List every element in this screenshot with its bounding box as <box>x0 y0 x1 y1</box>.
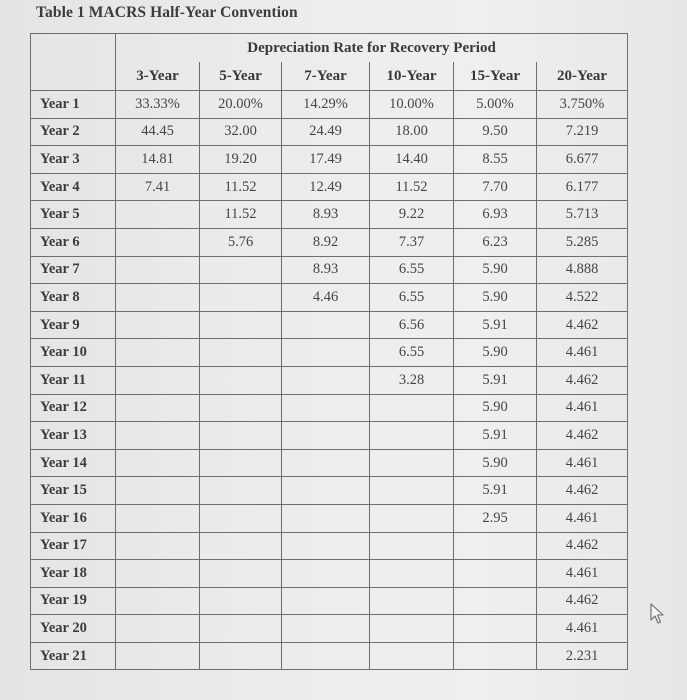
year-label: Year 3 <box>31 146 116 174</box>
column-header: 20-Year <box>537 62 628 91</box>
rate-cell <box>282 532 370 560</box>
rate-cell: 5.76 <box>200 228 282 256</box>
rate-cell <box>116 284 200 312</box>
table-caption: Table 1 MACRS Half-Year Convention <box>36 4 298 21</box>
macrs-table <box>30 33 628 670</box>
rate-cell: 10.00% <box>370 91 454 119</box>
rate-cell: 20.00% <box>200 91 282 119</box>
rate-cell: 4.888 <box>537 256 628 284</box>
rate-cell: 2.231 <box>537 642 628 670</box>
rate-cell: 4.462 <box>537 311 628 339</box>
rate-cell: 11.52 <box>200 201 282 229</box>
rate-cell <box>282 311 370 339</box>
rate-cell <box>116 201 200 229</box>
column-header: 5-Year <box>200 62 282 91</box>
table-row <box>31 311 628 339</box>
rate-cell: 4.462 <box>537 587 628 615</box>
rate-cell: 8.55 <box>454 146 537 174</box>
rate-cell: 5.91 <box>454 366 537 394</box>
rate-cell <box>282 477 370 505</box>
rate-cell: 33.33% <box>116 91 200 119</box>
year-label: Year 13 <box>31 422 116 450</box>
year-label: Year 7 <box>31 256 116 284</box>
rate-cell <box>282 504 370 532</box>
rate-cell: 6.56 <box>370 311 454 339</box>
mouse-pointer-icon <box>648 602 668 626</box>
rate-cell: 7.41 <box>116 173 200 201</box>
rate-cell: 11.52 <box>370 173 454 201</box>
table-row <box>31 560 628 588</box>
year-label: Year 14 <box>31 449 116 477</box>
rate-cell <box>200 394 282 422</box>
rate-cell: 5.91 <box>454 422 537 450</box>
year-label: Year 16 <box>31 504 116 532</box>
rate-cell <box>370 449 454 477</box>
rate-cell: 5.90 <box>454 256 537 284</box>
rate-cell: 8.93 <box>282 201 370 229</box>
table-row <box>31 256 628 284</box>
rate-cell: 19.20 <box>200 146 282 174</box>
rate-cell <box>200 587 282 615</box>
rate-cell: 8.92 <box>282 228 370 256</box>
table-row <box>31 477 628 505</box>
table-row <box>31 118 628 146</box>
rate-cell <box>454 642 537 670</box>
rate-cell: 4.462 <box>537 477 628 505</box>
column-header: 3-Year <box>116 62 200 91</box>
rate-cell <box>282 615 370 643</box>
column-header: 7-Year <box>282 62 370 91</box>
rate-cell: 14.29% <box>282 91 370 119</box>
rate-cell: 4.462 <box>537 532 628 560</box>
rate-cell: 5.90 <box>454 284 537 312</box>
rate-cell: 12.49 <box>282 173 370 201</box>
rate-cell: 4.461 <box>537 394 628 422</box>
rate-cell: 6.23 <box>454 228 537 256</box>
year-label: Year 4 <box>31 173 116 201</box>
rate-cell <box>200 532 282 560</box>
table-row <box>31 366 628 394</box>
rate-cell: 3.750% <box>537 91 628 119</box>
rate-cell <box>116 615 200 643</box>
rate-cell: 14.40 <box>370 146 454 174</box>
rate-cell: 7.219 <box>537 118 628 146</box>
rate-cell: 9.22 <box>370 201 454 229</box>
table-container <box>30 33 628 670</box>
rate-cell <box>116 560 200 588</box>
rate-cell: 14.81 <box>116 146 200 174</box>
rate-cell: 24.49 <box>282 118 370 146</box>
rate-cell: 3.28 <box>370 366 454 394</box>
year-label: Year 20 <box>31 615 116 643</box>
rate-cell: 4.461 <box>537 560 628 588</box>
rate-cell: 4.461 <box>537 339 628 367</box>
rate-cell <box>200 284 282 312</box>
rate-cell: 6.55 <box>370 256 454 284</box>
rate-cell <box>200 560 282 588</box>
rate-cell: 5.00% <box>454 91 537 119</box>
year-label: Year 15 <box>31 477 116 505</box>
rate-cell <box>200 422 282 450</box>
year-label: Year 10 <box>31 339 116 367</box>
rate-cell <box>370 422 454 450</box>
rate-cell: 4.461 <box>537 615 628 643</box>
year-label: Year 11 <box>31 366 116 394</box>
rate-cell: 4.462 <box>537 422 628 450</box>
rate-cell <box>116 477 200 505</box>
rate-cell <box>116 339 200 367</box>
rate-cell: 6.677 <box>537 146 628 174</box>
group-header: Depreciation Rate for Recovery Period <box>116 34 628 63</box>
rate-cell <box>116 642 200 670</box>
year-label: Year 21 <box>31 642 116 670</box>
rate-cell: 5.90 <box>454 394 537 422</box>
rate-cell <box>282 642 370 670</box>
year-label: Year 17 <box>31 532 116 560</box>
rate-cell: 6.55 <box>370 284 454 312</box>
rate-cell: 6.177 <box>537 173 628 201</box>
rate-cell: 6.55 <box>370 339 454 367</box>
rate-cell: 5.91 <box>454 311 537 339</box>
rate-cell: 5.713 <box>537 201 628 229</box>
rate-cell: 4.461 <box>537 449 628 477</box>
rate-cell <box>200 366 282 394</box>
rate-cell <box>200 477 282 505</box>
column-header: 15-Year <box>454 62 537 91</box>
table-row <box>31 146 628 174</box>
rate-cell <box>200 449 282 477</box>
corner-cell <box>31 34 116 91</box>
rate-cell: 44.45 <box>116 118 200 146</box>
rate-cell <box>116 311 200 339</box>
year-label: Year 18 <box>31 560 116 588</box>
table-row <box>31 201 628 229</box>
rate-cell <box>200 615 282 643</box>
rate-cell: 17.49 <box>282 146 370 174</box>
rate-cell: 18.00 <box>370 118 454 146</box>
rate-cell: 5.90 <box>454 339 537 367</box>
rate-cell <box>282 422 370 450</box>
table-row <box>31 173 628 201</box>
year-label: Year 12 <box>31 394 116 422</box>
rate-cell: 2.95 <box>454 504 537 532</box>
rate-cell <box>370 532 454 560</box>
table-row <box>31 284 628 312</box>
rate-cell: 5.91 <box>454 477 537 505</box>
rate-cell: 11.52 <box>200 173 282 201</box>
rate-cell: 9.50 <box>454 118 537 146</box>
rate-cell <box>282 587 370 615</box>
rate-cell: 4.522 <box>537 284 628 312</box>
rate-cell <box>370 394 454 422</box>
rate-cell: 5.90 <box>454 449 537 477</box>
rate-cell <box>370 504 454 532</box>
table-row <box>31 394 628 422</box>
rate-cell: 7.70 <box>454 173 537 201</box>
column-header: 10-Year <box>370 62 454 91</box>
rate-cell: 4.462 <box>537 366 628 394</box>
year-label: Year 6 <box>31 228 116 256</box>
rate-cell: 8.93 <box>282 256 370 284</box>
table-row <box>31 587 628 615</box>
table-row <box>31 422 628 450</box>
rate-cell: 5.285 <box>537 228 628 256</box>
year-label: Year 9 <box>31 311 116 339</box>
rate-cell: 6.93 <box>454 201 537 229</box>
rate-cell <box>200 339 282 367</box>
rate-cell <box>116 366 200 394</box>
rate-cell <box>200 504 282 532</box>
rate-cell <box>282 339 370 367</box>
rate-cell <box>454 532 537 560</box>
table-row <box>31 228 628 256</box>
rate-cell <box>200 642 282 670</box>
rate-cell <box>370 615 454 643</box>
rate-cell <box>200 256 282 284</box>
table-row <box>31 504 628 532</box>
rate-cell <box>116 532 200 560</box>
rate-cell <box>454 615 537 643</box>
rate-cell <box>370 642 454 670</box>
rate-cell <box>454 560 537 588</box>
rate-cell <box>370 560 454 588</box>
rate-cell <box>116 449 200 477</box>
rate-cell <box>116 422 200 450</box>
rate-cell <box>116 587 200 615</box>
table-row <box>31 91 628 119</box>
rate-cell: 7.37 <box>370 228 454 256</box>
table-row <box>31 339 628 367</box>
rate-cell: 32.00 <box>200 118 282 146</box>
rate-cell <box>282 560 370 588</box>
table-row <box>31 532 628 560</box>
rate-cell <box>370 477 454 505</box>
rate-cell <box>200 311 282 339</box>
year-label: Year 2 <box>31 118 116 146</box>
rate-cell <box>116 256 200 284</box>
rate-cell <box>370 587 454 615</box>
rate-cell: 4.46 <box>282 284 370 312</box>
rate-cell <box>282 394 370 422</box>
rate-cell: 4.461 <box>537 504 628 532</box>
rate-cell <box>282 366 370 394</box>
table-row <box>31 449 628 477</box>
rate-cell <box>282 449 370 477</box>
table-row <box>31 615 628 643</box>
rate-cell <box>116 394 200 422</box>
year-label: Year 5 <box>31 201 116 229</box>
rate-cell <box>116 228 200 256</box>
table-row <box>31 642 628 670</box>
year-label: Year 19 <box>31 587 116 615</box>
year-label: Year 8 <box>31 284 116 312</box>
rate-cell <box>116 504 200 532</box>
rate-cell <box>454 587 537 615</box>
year-label: Year 1 <box>31 91 116 119</box>
